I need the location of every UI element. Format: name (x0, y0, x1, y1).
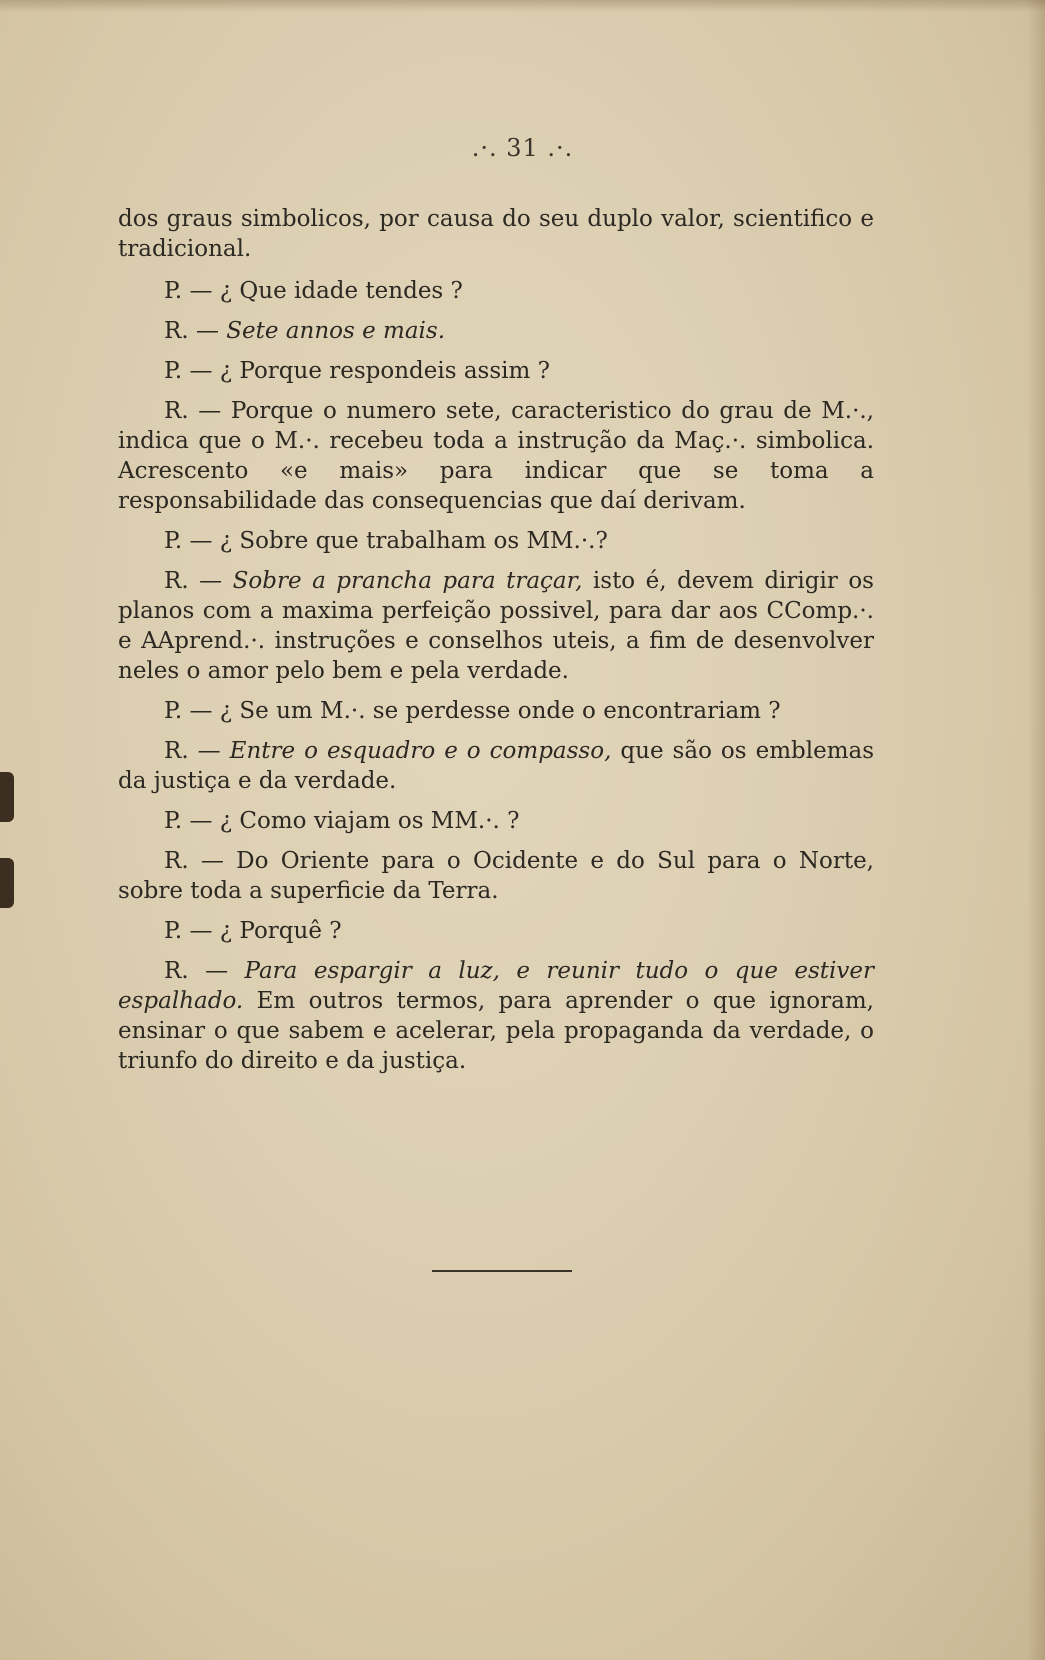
page-edge-right (1027, 0, 1045, 1660)
dialogue-text: — (188, 738, 230, 764)
speaker-tag: R. (164, 568, 189, 594)
binding-stain-mark (0, 858, 14, 908)
dialogue-text: — ¿ Que idade tendes ? (182, 278, 463, 304)
dialogue-text: — ¿ Como viajam os MM.·. ? (182, 808, 520, 834)
page-number: .·. 31 .·. (471, 134, 574, 162)
italic-text: Entre o esquadro e o compasso, (229, 738, 612, 764)
question-paragraph (118, 526, 874, 556)
dialogue-list (118, 276, 874, 1076)
dialogue-text: — Do Oriente para o Ocidente e do Sul para o Norte, sobre toda a superficie da Terra. (118, 848, 874, 904)
speaker-tag: P. (164, 698, 183, 724)
speaker-tag: P. (164, 808, 183, 834)
answer-paragraph (118, 846, 874, 906)
question-paragraph (118, 356, 874, 386)
dialogue-text: que são os emblemas da justiça e da verdade. (118, 738, 875, 794)
speaker-tag: P. (164, 528, 183, 554)
speaker-tag: P. (164, 278, 183, 304)
dialogue-text: Em outros termos, para aprender o que ignoram, ensinar o que sabem e acelerar, pela propaganda da verdade, o triunfo do direito e da justiça. (118, 988, 874, 1074)
dialogue-text: — (188, 958, 245, 984)
speaker-tag: R. (164, 848, 189, 874)
question-paragraph (118, 916, 874, 946)
speaker-tag: R. (164, 318, 189, 344)
answer-paragraph (118, 566, 874, 686)
dialogue-text: — (188, 318, 227, 344)
dialogue-text: — (188, 568, 233, 594)
dialogue-text: isto é, devem dirigir os planos com a maxima perfeição possivel, para dar aos CComp.·. e AAprend.·. instruções e conselhos uteis, a fim de desenvolver neles o amor pelo bem e pela verdade. (118, 568, 874, 684)
question-paragraph (118, 806, 874, 836)
italic-text: Para espargir a luz, e reunir tudo o que estiver espalhado. (118, 958, 874, 1014)
binding-stain-mark (0, 772, 14, 822)
intro-paragraph: dos graus simbolicos, por causa do seu duplo valor, scientifico e tradicional. (118, 206, 874, 262)
dialogue-text: — ¿ Porque respondeis assim ? (182, 358, 550, 384)
speaker-tag: R. (164, 398, 189, 424)
dialogue-text: — ¿ Se um M.·. se perdesse onde o encontrariam ? (182, 698, 781, 724)
dialogue-text: — ¿ Porquê ? (182, 918, 342, 944)
end-rule (432, 1270, 572, 1272)
question-paragraph (118, 276, 874, 306)
speaker-tag: P. (164, 918, 183, 944)
speaker-tag: R. (164, 958, 189, 984)
speaker-tag: P. (164, 358, 183, 384)
answer-paragraph (118, 956, 874, 1076)
italic-text: Sobre a prancha para traçar, (232, 568, 583, 594)
answer-paragraph (118, 736, 874, 796)
page-edge-top (0, 0, 1045, 12)
dialogue-text: — Porque o numero sete, caracteristico do grau de M.·., indica que o M.·. recebeu toda a instrução da Maç.·. simbolica. Acrescento «e mais» para indicar que se toma a responsabilidade das consequencias que daí derivam. (118, 398, 874, 514)
body-text (118, 204, 874, 1086)
answer-paragraph (118, 316, 874, 346)
question-paragraph (118, 696, 874, 726)
speaker-tag: R. (164, 738, 189, 764)
answer-paragraph (118, 396, 874, 516)
italic-text: Sete annos e mais. (226, 318, 446, 344)
dialogue-text: — ¿ Sobre que trabalham os MM.·.? (182, 528, 608, 554)
